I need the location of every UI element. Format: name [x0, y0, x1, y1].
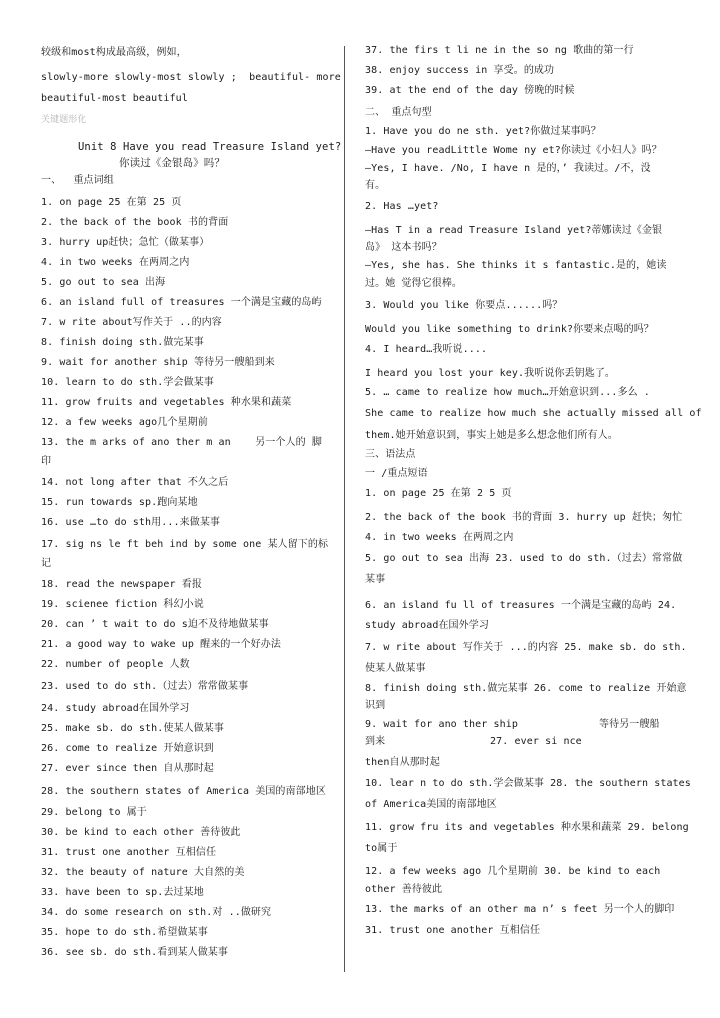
right-column-line: 13. the marks of an other ma n’ s feet 另一个人的脚印 [365, 904, 675, 915]
right-column-line: 6. an island fu ll of treasures 一个满是宝藏的岛屿 24. [365, 600, 677, 611]
left-column-line: 15. run towards sp.跑向某地 [41, 497, 198, 508]
right-column-line: other 善待彼此 [365, 884, 443, 895]
right-column-line: 三、语法点 [365, 449, 416, 460]
right-column-line: 39. at the end of the day 傍晚的时候 [365, 85, 575, 96]
left-column-line: 8. finish doing sth.做完某事 [41, 337, 204, 348]
left-column-line: 33. have been to sp.去过某地 [41, 887, 204, 898]
right-column-line: 8. finish doing sth.做完某事 26. come to realize 开始意 [365, 683, 687, 694]
right-column-line: —Has T in a read Treasure Island yet?蒂娜读过《金银 [365, 225, 663, 236]
left-column-line: 记 [41, 558, 52, 569]
column-divider [344, 46, 345, 972]
right-column-line: 4. I heard…我听说.... [365, 344, 488, 355]
left-column-line: 26. come to realize 开始意识到 [41, 743, 214, 754]
left-column-line: 23. used to do sth.（过去）常常做某事 [41, 681, 249, 692]
left-column-line: Unit 8 Have you read Treasure Island yet? [78, 141, 342, 153]
left-column-line: 36. see sb. do sth.看到某人做某事 [41, 947, 228, 958]
right-column-line: 2. Has …yet? [365, 201, 439, 212]
right-column-line: 9. wait for ano ther ship [365, 719, 519, 730]
left-column-line: 27. ever since then 自从那时起 [41, 763, 214, 774]
left-column-line: 29. belong to 属于 [41, 807, 147, 818]
left-column-line: 9. wait for another ship 等待另一艘船到来 [41, 357, 275, 368]
right-column-line: —Have you readLittle Wome ny et?你读过《小妇人》吗？ [365, 145, 662, 156]
left-column-line: 30. be kind to each other 善待彼此 [41, 827, 241, 838]
right-column-line: 37. the firs t li ne in the so ng 歌曲的第一行 [365, 45, 634, 56]
left-column-line: 较级和most构成最高级，例如， [41, 47, 187, 58]
right-column-line: study abroad在国外学习 [365, 620, 489, 631]
right-column-line: Would you like something to drink?你要来点喝的吗？ [365, 324, 654, 335]
right-column-line: She came to realize how much she actually missed all of [365, 408, 702, 419]
right-column-line: 12. a few weeks ago 几个星期前 30. be kind to each [365, 866, 661, 877]
right-column-line: 过。她 觉得它很棒。 [365, 278, 463, 289]
left-column-line: 28. the southern states of America 美国的南部地区 [41, 786, 326, 797]
right-column-line: 5. go out to sea 出海 23. used to do sth.（过去）常常做 [365, 553, 683, 564]
left-column-line: 25. make sb. do sth.使某人做某事 [41, 723, 225, 734]
right-column-line: 2. the back of the book 书的背面 3. hurry up 赶快；匆忙 [365, 512, 683, 523]
right-column-line: 一 /重点短语 [365, 468, 428, 479]
left-column-line: 1. on page 25 在第 25 页 [41, 197, 182, 208]
right-column-line: 识到 [365, 700, 386, 711]
right-column-line: 1. Have you do ne sth. yet?你做过某事吗？ [365, 126, 601, 137]
left-column-line: 10. learn to do sth.学会做某事 [41, 377, 214, 388]
right-column-line: 5. … came to realize how much…开始意识到...多么 . [365, 387, 650, 398]
right-column-line: 11. grow fru its and vegetables 种水果和蔬菜 29. belong [365, 822, 689, 833]
right-column-line: them.她开始意识到，事实上她是多么想念他们所有人。 [365, 430, 618, 441]
left-column-line: 5. go out to sea 出海 [41, 277, 166, 288]
left-column-line: 24. study abroad在国外学习 [41, 703, 190, 714]
right-column-line: to属于 [365, 843, 398, 854]
left-column-line: 18. read the newspaper 看报 [41, 579, 202, 590]
right-column-line: 到来 [365, 736, 386, 747]
right-column-line: then自从那时起 [365, 757, 440, 768]
left-column-line: 一、 重点词组 [41, 175, 114, 186]
right-column-line: 使某人做某事 [365, 663, 426, 674]
left-column-line: 21. a good way to wake up 醒来的一个好办法 [41, 639, 281, 650]
right-column-line: 1. on page 25 在第 2 5 页 [365, 488, 512, 499]
right-column-line: 等待另一艘船 [599, 719, 660, 730]
right-column-line: 二、 重点句型 [365, 107, 432, 118]
right-column-line: 31. trust one another 互相信任 [365, 925, 541, 936]
right-column-line: 10. lear n to do sth.学会做某事 28. the southern states [365, 778, 691, 789]
left-column-line: 印 [41, 456, 52, 467]
right-column-line: —Yes, I have. /No, I have n 是的，’ 我读过。/不，没 [365, 163, 651, 174]
left-column-line: 2. the back of the book 书的背面 [41, 217, 229, 228]
left-column-line: 19. scienee fiction 科幻小说 [41, 599, 204, 610]
left-column-line: 16. use …to do sth用...来做某事 [41, 517, 221, 528]
right-column-line: 有。 [365, 180, 386, 191]
right-column-line: 27. ever si nce [490, 736, 582, 747]
left-column-line: 13. the m arks of ano ther m an 另一个人的 脚 [41, 437, 322, 448]
left-column-line: 3. hurry up赶快；急忙（做某事） [41, 237, 210, 248]
left-column-line: 关键题形化 [41, 115, 87, 125]
left-column-line: 34. do some research on sth.对 ..做研究 [41, 907, 272, 918]
left-column-line: 17. sig ns le ft beh ind by some one 某人留下的标 [41, 539, 329, 550]
right-column-line: I heard you lost your key.我听说你丢钥匙了。 [365, 368, 616, 379]
right-column-line: 4. in two weeks 在两周之内 [365, 532, 514, 543]
right-column-line: of America美国的南部地区 [365, 799, 497, 810]
right-column-line: 38. enjoy success in 享受。的成功 [365, 65, 555, 76]
left-column-line: 32. the beauty of nature 大自然的美 [41, 867, 245, 878]
left-column-line: 你读过《金银岛》吗？ [119, 157, 225, 169]
left-column-line: 12. a few weeks ago几个星期前 [41, 417, 208, 428]
left-column-line: 31. trust one another 互相信任 [41, 847, 217, 858]
right-column-line: 7. w rite about 写作关于 ...的内容 25. make sb. do sth. [365, 642, 687, 653]
left-column-line: 4. in two weeks 在两周之内 [41, 257, 190, 268]
right-column-line: 3. Would you like 你要点......吗？ [365, 300, 563, 311]
left-column-line: 22. number of people 人数 [41, 659, 190, 670]
left-column-line: 6. an island full of treasures 一个满是宝藏的岛屿 [41, 297, 322, 308]
right-column-line: 某事 [365, 574, 386, 585]
right-column-line: 岛》 这本书吗？ [365, 242, 442, 253]
left-column-line: 11. grow fruits and vegetables 种水果和蔬菜 [41, 397, 292, 408]
left-column-line: 20. can ’ t wait to do s迫不及待地做某事 [41, 619, 269, 630]
left-column-line: 14. not long after that 不久之后 [41, 477, 229, 488]
left-column-line: slowly-more slowly-most slowly ; beautiful- more [41, 72, 341, 83]
left-column-line: 35. hope to do sth.希望做某事 [41, 927, 208, 938]
left-column-line: beautiful-most beautiful [41, 93, 188, 104]
right-column-line: —Yes, she has. She thinks it s fantastic.是的，她读 [365, 260, 667, 271]
left-column-line: 7. w rite about写作关于 ..的内容 [41, 317, 222, 328]
